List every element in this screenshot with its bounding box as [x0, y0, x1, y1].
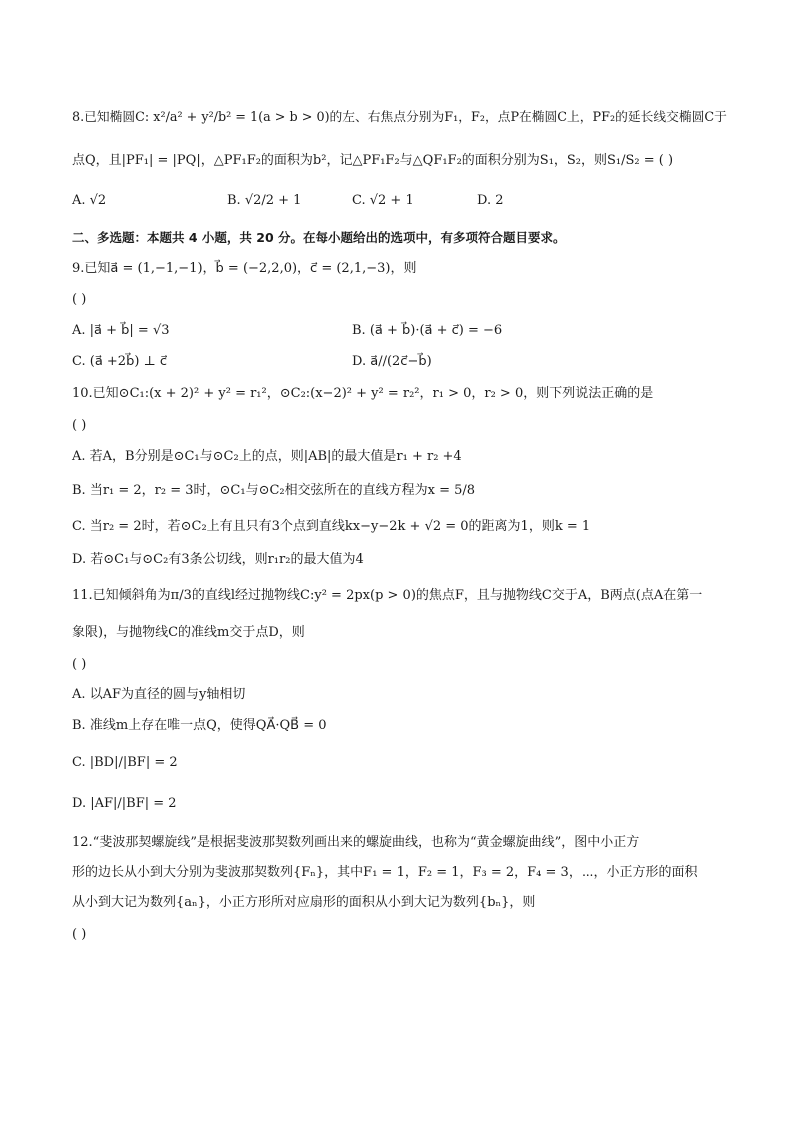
q11-option-a: A. 以AF为直径的圆与y轴相切	[72, 687, 246, 702]
q8-stem-line1: 8.已知椭圆C: x²/a² + y²/b² = 1(a > b > 0)的左、右焦点分别为F₁，F₂，点P在椭圆C上，PF₂的延长线交椭圆C于	[72, 110, 727, 125]
q11-option-d: D. |AF|/|BF| = 2	[72, 796, 177, 811]
q10-option-a: A. 若A，B分别是⊙C₁与⊙C₂上的点，则|AB|的最大值是r₁ + r₂ +4	[72, 449, 462, 464]
q10-option-c: C. 当r₂ = 2时，若⊙C₂上有且只有3个点到直线kx−y−2k + √2 = 0的距离为1，则k = 1	[72, 519, 591, 534]
q9-stem: 9.已知a⃗ = (1,−1,−1)，b⃗ = (−2,2,0)，c⃗ = (2,1,−3)，则	[72, 261, 417, 276]
q9-answer-paren: ( )	[72, 292, 87, 307]
section-heading-multiple-choice: 二、多选题：本题共 4 小题，共 20 分。在每小题给出的选项中，有多项符合题目要求。	[72, 230, 566, 245]
q11-answer-paren: ( )	[72, 657, 87, 672]
q12-stem-line2: 形的边长从小到大分别为斐波那契数列{Fₙ}，其中F₁ = 1，F₂ = 1，F₃ = 2，F₄ = 3，⋯，小正方形的面积	[72, 865, 698, 880]
q10-answer-paren: ( )	[72, 418, 87, 433]
q9-option-a: A. |a⃗ + b⃗| = √3	[72, 323, 170, 338]
q11-option-c: C. |BD|/|BF| = 2	[72, 755, 178, 770]
q12-stem-line1: 12.“斐波那契螺旋线”是根据斐波那契数列画出来的螺旋曲线，也称为“黄金螺旋曲线”，图中小正方	[72, 835, 640, 850]
q9-option-d: D. a⃗//(2c⃗−b⃗)	[352, 354, 432, 369]
q11-stem-line2: 象限)，与抛物线C的准线m交于点D，则	[72, 625, 305, 640]
q10-stem: 10.已知⊙C₁:(x + 2)² + y² = r₁²，⊙C₂:(x−2)² + y² = r₂²，r₁ > 0，r₂ > 0，则下列说法正确的是	[72, 386, 654, 401]
q9-option-c: C. (a⃗ +2b⃗) ⊥ c⃗	[72, 354, 168, 369]
q11-stem-line1: 11.已知倾斜角为π/3的直线l经过抛物线C:y² = 2px(p > 0)的焦点F，且与抛物线C交于A，B两点(点A在第一	[72, 588, 703, 603]
q9-option-b: B. (a⃗ + b⃗)·(a⃗ + c⃗) = −6	[352, 323, 503, 338]
q12-stem-line3: 从小到大记为数列{aₙ}，小正方形所对应扇形的面积从小到大记为数列{bₙ}，则	[72, 895, 536, 910]
q11-option-b: B. 准线m上存在唯一点Q，使得QA⃗·QB⃗ = 0	[72, 718, 327, 733]
q8-stem-line2: 点Q，且|PF₁| = |PQ|，△PF₁F₂的面积为b²，记△PF₁F₂与△QF₁F₂的面积分别为S₁，S₂，则S₁/S₂ = ( )	[72, 153, 674, 168]
q10-option-b: B. 当r₁ = 2，r₂ = 3时，⊙C₁与⊙C₂相交弦所在的直线方程为x = 5/8	[72, 483, 476, 498]
q8-option-b: B. √2/2 + 1	[227, 193, 302, 208]
q8-option-a: A. √2	[72, 193, 107, 208]
q8-option-d: D. 2	[477, 193, 504, 208]
q8-option-c: C. √2 + 1	[352, 193, 414, 208]
q10-option-d: D. 若⊙C₁与⊙C₂有3条公切线，则r₁r₂的最大值为4	[72, 552, 364, 567]
q12-answer-paren: ( )	[72, 927, 87, 942]
